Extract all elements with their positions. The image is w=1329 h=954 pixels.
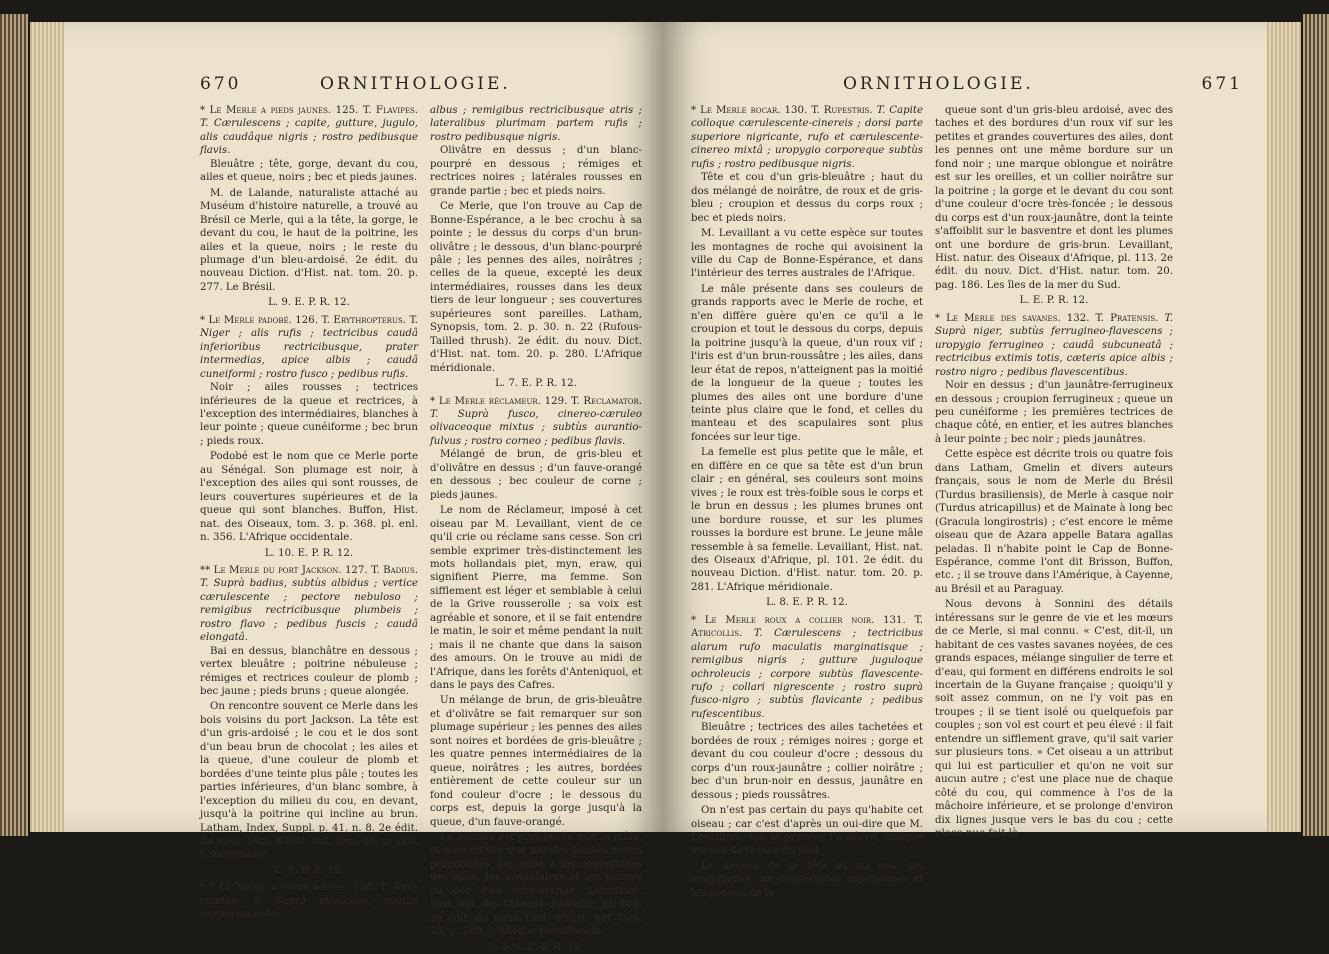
left-column-1 (200, 104, 418, 921)
entry-paragraph: On n'est pas certain du pays qu'habite cet oiseau ; car c'est d'après un oui-dire que M. Levaillant, qui le premier l'a décrit, indique les îles de la mer du Sud. (691, 805, 923, 857)
entry-paragraph: On rencontre souvent ce Merle dans les bois voisins du port Jackson. La tête est d'un gris-ardoisé ; le cou et le dos sont d'un beau brun de chocolat ; les ailes et la queue, d'une couleur de plomb et bordées d'une teinte plus pâle ; toutes les parties inférieures, d'un blanc sombre, à l'exception du milieu du cou, en devant, jusqu'à la poitrine qui incline au brun. Latham, Index, Suppl. p. 41. n. 8. 2e édit. du nouv. Dict. d'Hist. nat. tom. 20. p. 280. L'Australasie. (200, 701, 418, 861)
species-entry (935, 104, 1173, 308)
entry-paragraph: Tête et cou d'un gris-bleuâtre ; haut du dos mélangé de noirâtre, de roux et de gris-bleu ; croupion et dessus du corps roux ; bec et pieds noirs. (691, 172, 923, 224)
entry-title: * Le Merle padobé. 126. T. Erythropterus. T. (200, 314, 418, 326)
right-column-2 (935, 104, 1173, 840)
left-page-header (200, 74, 640, 96)
species-entry (200, 564, 418, 877)
entry-paragraph: Noir ; ailes rousses ; tectrices inférieures de la queue et rectrices, à l'exception des intermédiaires, blanches à leur pointe ; queue cunéiforme ; bec brun ; pieds roux. (200, 382, 418, 447)
entry-paragraph: Bleuâtre ; tectrices des ailes tachetées et bordées de roux ; rémiges noires ; gorge et devant du cou couleur d'ocre ; dessous du corps d'un roux-jaunâtre ; collier noirâtre ; bec d'un brun-noir en dessus, jaunâtre en dessous ; pieds roussâtres. (691, 722, 923, 801)
species-entry (691, 104, 923, 610)
entry-latin-diagnosis: T. Suprà niger, subtùs ferrugineo-flavescens ; uropygio ferrugineo ; caudâ subcuneatâ ; rectricibus extimis totis, cæteris apice albis ; rostro nigro ; pedibus flavescentibus. (935, 312, 1173, 378)
right-running-title: ORNITHOLOGIE. (843, 74, 1034, 94)
entry-latin-diagnosis: T. Suprà fusco, cinereo-cæruleo olivaceoque mixtus ; subtùs aurantio-fulvus ; rostro corneo ; pedibus flavis. (430, 408, 642, 447)
entry-paragraph: Le dessus de la tête et du cou, les scapulaires, les couvertures supérieures et les pennes de la (691, 860, 923, 899)
entry-measurements: L. 9. E. P. R. 12. (268, 297, 350, 309)
species-entry (200, 314, 418, 560)
entry-paragraph: Ce Merle, que l'on trouve au Cap de Bonne-Espérance, a le bec crochu à sa pointe ; le dessus du corps d'un brun-olivâtre ; le dessous, d'un blanc-pourpré pâle ; les pennes des ailes, noirâtres ; celles de la queue, excepté les deux intermédiaires, rousses dans les deux tiers de leur longueur ; ses couvertures supérieures sont pareilles. Latham, Synopsis, tom. 2. p. 30. n. 22 (Rufous-Tailled thrush). 2e édit. du nouv. Dict. d'Hist. nat. tom. 20. p. 280. L'Afrique méridionale. (430, 201, 642, 374)
entry-title: * Le Merle roux a collier noir. 131. T. Atricollis. (691, 614, 923, 640)
entry-paragraph: M. Levaillant a vu cette espèce sur toutes les montagnes de roche qui avoisinent la ville du Cap de Bonne-Espérance, et dans l'intérieur des terres australes de l'Afrique. (691, 228, 923, 280)
species-entry (200, 881, 418, 921)
entry-measurements: L. 7. E. P. R. 12. (495, 378, 577, 390)
entry-paragraph: La femelle est plus petite que le mâle, et en diffère en ce que sa tête est d'un brun clair ; en général, ses couleurs sont moins vives ; le roux est très-foible sous le corps et le brun en dessus ; les plumes brunes ont une bordure rousse, et sur les plumes rousses la bordure est brune. Le jeune mâle ressemble à sa femelle. Levaillant, Hist. nat. des Oiseaux d'Afrique, pl. 101. 2e édit. du nouveau Diction. d'Hist. natur. tom. 20. p. 281. L'Afrique méridionale. (691, 447, 923, 593)
entry-paragraph: Le nom de Réclameur, imposé à cet oiseau par M. Levaillant, vient de ce qu'il crie ou réclame sans cesse. Son cri semble exprimer très-distinctement les mots hollandais piet, myn, eraw, qui signifient Pierre, ma femme. Son sifflement est léger et semblable à celui de la Grive rousserolle ; sa voix est agréable et sonore, et il se fait entendre le matin, le soir et même pendant la nuit ; mais il ne chante que dans la saison des amours. On le trouve au midi de l'Afrique, dans les forêts d'Anteniquoi, et dans le pays des Cafres. (430, 505, 642, 692)
right-page-number: 671 (1201, 74, 1243, 94)
entry-measurements: L. E. P. R. 12. (1019, 295, 1089, 307)
entry-paragraph: Noir en dessus ; d'un jaunâtre-ferrugineux en dessous ; croupion ferrugineux ; queue un peu cunéiforme ; les premières tectrices de chaque côté, en entier, et les autres blanches à leur pointe ; bec noir ; pieds jaunâtres. (935, 380, 1173, 445)
left-page-stack (30, 22, 64, 832)
entry-paragraph: Mélangé de brun, de gris-bleu et d'olivâtre en dessus ; d'un fauve-orangé en dessous ; bec couleur de corne ; pieds jaunes. (430, 449, 642, 501)
entry-paragraph: Cette espèce est décrite trois ou quatre fois dans Latham, Gmelin et divers auteurs français, sous le nom de Merle du Brésil (Turdus brasiliensis), de Merle à casque noir (Turdus atricapillus) et de Mainate à long bec (Gracula longirostris) ; c'est encore le même oiseau que de Azara appelle Batara agallas peladas. Il n'habite point le Cap de Bonne-Espérance, comme l'ont dit Brisson, Buffon, etc. ; il se trouve dans l'Amérique, à Cayenne, au Brésil et au Paraguay. (935, 449, 1173, 595)
species-entry (430, 395, 642, 954)
right-page (663, 22, 1301, 899)
entry-paragraph: Olivâtre en dessus ; d'un blanc-pourpré en dessous ; rémiges et rectrices noires ; latérales rousses en grande partie ; bec et pieds noirs. (430, 145, 642, 197)
entry-paragraph: Un mélange de brun, de gris-bleuâtre et d'olivâtre se fait remarquer sur son plumage supérieur ; les pennes des ailes sont noires et bordées de gris-bleuâtre ; les quatre pennes intermédiaires de la queue, noirâtres ; les autres, bordées entièrement de cette couleur sur un fond couleur d'ocre ; le dessous du corps est, depuis la gorge jusqu'à la queue, d'un fauve-orangé. (430, 695, 642, 828)
entry-latin-diagnosis: T. Suprà badius, subtùs albidus ; vertice cærulescente ; pectore nebuloso ; remigibus rectricibusque plumbeis ; rostro flavo ; pedibus fuscis ; caudâ elongatâ. (200, 578, 418, 644)
entry-measurements: L. 10. E. P. R. 12. (264, 547, 354, 559)
entry-title: * * Le Merle a queue rousse. 128. T. Rufi- (200, 882, 418, 894)
left-book-edge (0, 14, 28, 836)
entry-paragraph: queue sont d'un gris-bleu ardoisé, avec des taches et des bordures d'un roux vif sur les petites et grandes couvertures des ailes, dont les pennes ont une même bordure sur un fond noir ; une marque oblongue et noirâtre est sur les oreilles, et un collier noirâtre sur la poitrine ; la gorge et le devant du cou sont d'une couleur d'ocre très-foncée ; le dessous du corps est d'un roux-jaunâtre, dont la teinte s'affoiblit sur le basventre et dont les plumes ont une bordure de gris-brun. Levaillant, Hist. natur. des Oiseaux d'Afrique, pl. 113. 2e édit. du nouv. Dict. d'Hist. natur. tom. 20. pag. 186. Les îles de la mer du Sud. (935, 105, 1173, 291)
species-entry (200, 104, 418, 310)
entry-paragraph: La femelle est plus petite que le mâle, et n'en diffère que par des teintes moins prononcées. Le jeune a les couvertures des ailes, les scapulaires et les plumes du dos d'un roux-orangé. Levaillant, Hist. nat. des Oiseaux d'Afrique, pl. 104. 2e édit. du nouv. Dict. d'Hist. nat. tom. 20. p. 280. L'Afrique méridionale. (430, 832, 642, 938)
right-page-stack (1267, 22, 1301, 832)
entry-measurements: L. 5 ½. E. P. R. 12. (488, 941, 584, 953)
entry-paragraph: Bai en dessus, blanchâtre en dessous ; vertex bleuâtre ; poitrine nébuleuse ; rémiges et rectrices couleur de plomb ; bec jaune ; pieds bruns ; queue alongée. (200, 645, 418, 698)
entry-latin-diagnosis: T. Capite colloque cærulescente-cinereis ; dorsi parte superiore nigricante, rufo et cærulescente-cinereo mixtâ ; uropygio corporeque subtùs rufis ; rostro pedibusque nigris. (691, 105, 924, 170)
entry-paragraph: Bleuâtre ; tête, gorge, devant du cou, ailes et queue, noirs ; bec et pieds jaunes. (200, 158, 418, 184)
entry-paragraph: M. de Lalande, naturaliste attaché au Muséum d'histoire naturelle, a trouvé au Brésil ce Merle, qui a la tête, la gorge, le devant du cou, le haut de la poitrine, les ailes et la queue, noirs ; le reste du plumage d'un bleu-ardoisé. 2e édit. du nouveau Diction. d'Hist. nat. tom. 20. p. 277. Le Brésil. (200, 187, 418, 293)
entry-paragraph: Podobé est le nom que ce Merle porte au Sénégal. Son plumage est noir, à l'exception des ailes qui sont rousses, de leurs couvertures supérieures et de la queue qui sont blanches. Buffon, Hist. nat. des Oiseaux, tom. 3. p. 368. pl. enl. n. 356. L'Afrique occidentale. (200, 451, 418, 544)
left-page-number: 670 (200, 74, 242, 94)
entry-latin-diagnosis: T. Cærulescens ; tectricibus alarum rufo maculatis marginatisque ; remigibus nigris ; gutture juguloque ochroleucis ; corpore subtùs flavescente-rufo ; collari nigrescente ; rostro suprà fusco-nigro ; subtùs flavicante ; pedibus rufescentibus. (691, 628, 923, 720)
species-entry (691, 614, 923, 901)
entry-measurements: L. E. P. R. 12. (274, 864, 344, 876)
entry-title: * Le Merle a pieds jaunes. 125. T. Flavipes. (200, 105, 418, 116)
entry-latin-diagnosis: caudus. T. Suprà olivaceus, subtùs purpurascente- (200, 895, 418, 921)
entry-paragraph: Le mâle présente dans ses couleurs de grands rapports avec le Merle de roche, et n'en diffère guère qu'en ce qu'il a le croupion et tout le dessous du corps, depuis la poitrine jusqu'à la queue, d'un roux vif ; l'iris est d'un brun-roussâtre ; les ailes, dans leur état de repos, n'atteignent pas la moitié de la longueur de la queue ; toutes les plumes des ailes ont une bordure d'une teinte plus claire que le fond, et celles du manteau et des scapulaires sont plus foncées sur leur tige. (691, 283, 923, 443)
entry-title: * Le Merle rocar. 130. T. Rupestris. (691, 105, 877, 116)
species-entry (935, 312, 1173, 841)
entry-latin-diagnosis: albus ; remigibus rectricibusque atris ; lateralibus plurimam partem rufis ; rostro pedibusque nigris. (430, 105, 642, 143)
entry-paragraph: Nous devons à Sonnini des détails intéressans sur le genre de vie et les mœurs de ce Merle, si mal connu. « C'est, dit-il, un habitant de ces vastes savanes noyées, de ces grands espaces, mélange singulier de terre et d'eau, qui forment en différens endroits le sol incertain de la Guyane française ; quoiqu'il y soit assez commun, on ne l'y voit pas en troupes ; il se tient isolé ou quelquefois par couples ; son vol est court et peu élevé : il fait entendre un sifflement grave, qu'il sait varier sur plusieurs tons. » Cet oiseau a un attribut qui lui est particulier et qu'on ne voit sur aucun autre ; c'est une place nue de chaque côté du cou, qui commence à l'os de la mâchoire inférieure, et se prolonge d'environ dix lignes jusque vers le bas du cou ; cette place nue fait là (935, 599, 1173, 840)
entry-title: * Le Merle réclameur. 129. T. Reclamator. (430, 395, 642, 407)
entry-latin-diagnosis: T. Cærulescens ; capite, gutture, jugulo, alis caudâque nigris ; rostro pedibusque flavis. (200, 118, 418, 157)
species-entry (430, 104, 642, 391)
right-page-header (693, 74, 1283, 96)
left-running-title: ORNITHOLOGIE. (320, 74, 511, 94)
left-column-2 (430, 104, 642, 953)
entry-measurements: L. 8. E. P. R. 12. (766, 597, 848, 609)
right-book-edge (1303, 14, 1329, 836)
entry-latin-diagnosis: Niger ; alis rufis ; tectricibus caudâ inferioribus rectricibusque, prater intermedias, apice albis ; caudâ cuneiformi ; rostro fusco ; pedibus rufis. (200, 328, 418, 380)
entry-title: * Le Merle des savanes. 132. T. Pratensis. (935, 312, 1165, 324)
entry-title: ** Le Merle du port Jackson. 127. T. Badius. (200, 564, 418, 576)
left-page (30, 22, 663, 953)
right-column-1 (691, 104, 924, 899)
